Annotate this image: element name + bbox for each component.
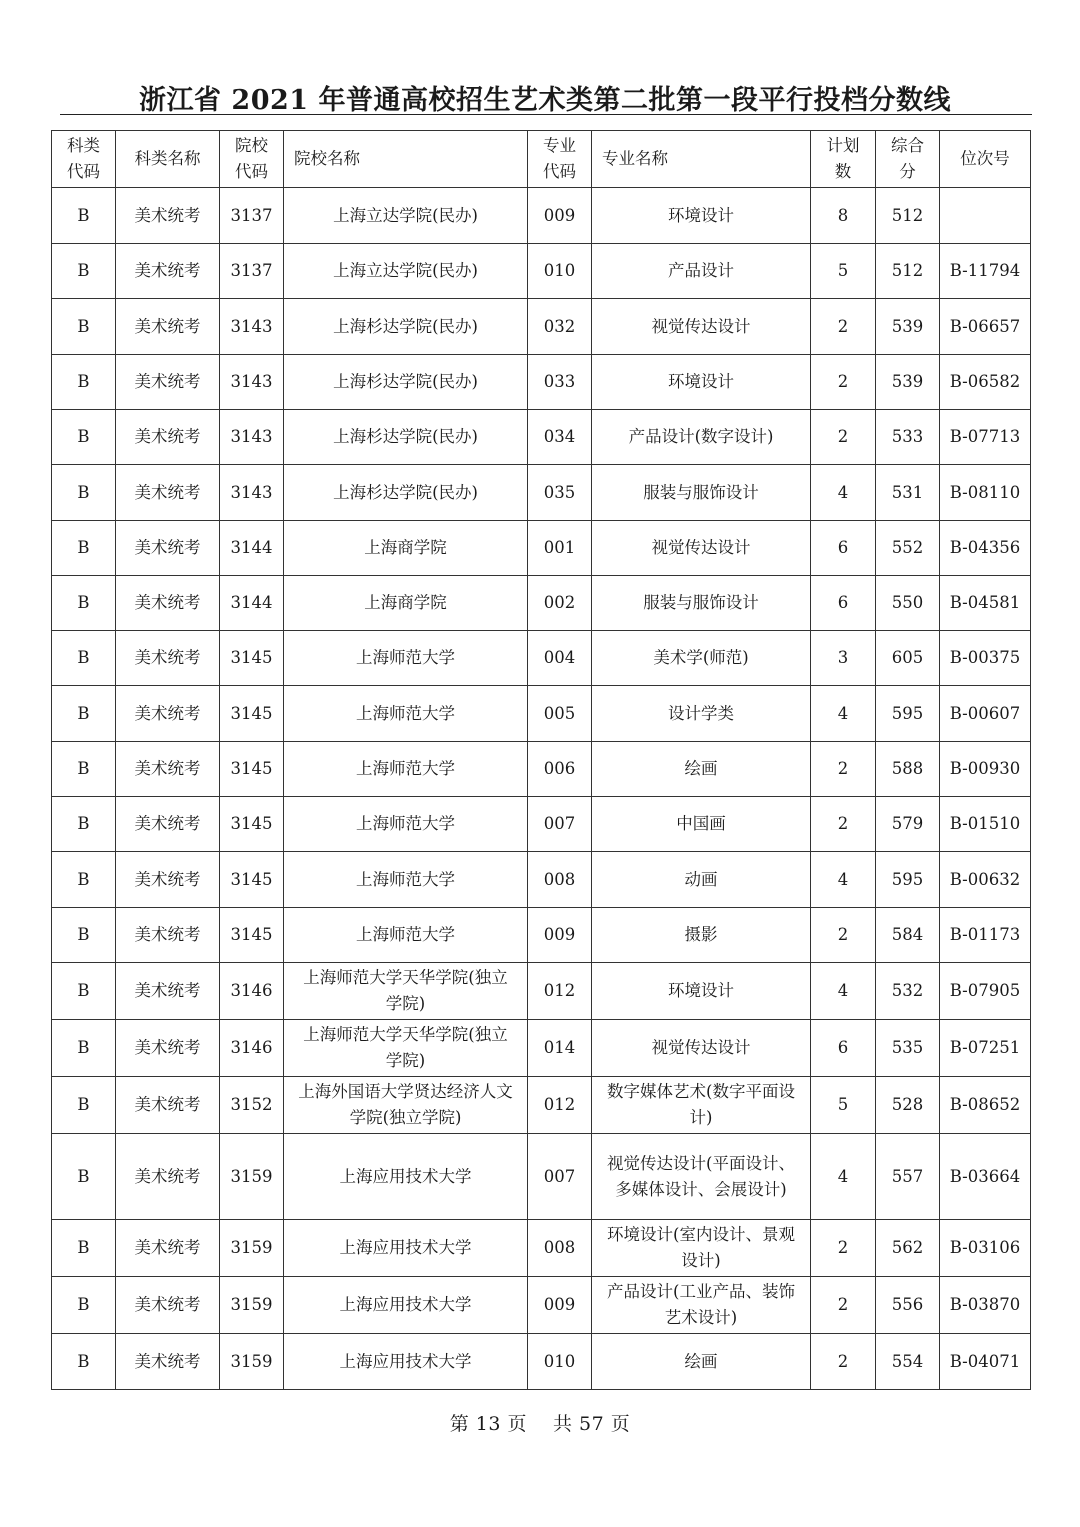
header-line: 代码 bbox=[67, 162, 100, 181]
table-row bbox=[52, 963, 1031, 1020]
cell-composite-score: 556 bbox=[876, 1277, 940, 1334]
cell-school-name: 上海商学院 bbox=[284, 576, 528, 631]
cell-composite-score: 588 bbox=[876, 742, 940, 797]
table-row bbox=[52, 355, 1031, 410]
header-line: 分 bbox=[899, 162, 916, 181]
title-divider bbox=[60, 114, 1032, 115]
cell-major-code: 007 bbox=[528, 1134, 592, 1220]
cell-major-name: 产品设计(工业产品、装饰艺术设计) bbox=[592, 1277, 811, 1334]
cell-rank: B-03664 bbox=[940, 1134, 1031, 1220]
cell-composite-score: 554 bbox=[876, 1334, 940, 1390]
cell-plan-count: 2 bbox=[811, 410, 876, 465]
cell-school-name: 上海师范大学 bbox=[284, 797, 528, 852]
table-row bbox=[52, 576, 1031, 631]
table-row bbox=[52, 1077, 1031, 1134]
table-row bbox=[52, 742, 1031, 797]
cell-rank bbox=[940, 188, 1031, 244]
cell-school-code: 3143 bbox=[220, 465, 284, 521]
cell-rank: B-08652 bbox=[940, 1077, 1031, 1134]
header-line: 科类名称 bbox=[134, 149, 201, 168]
cell-major-name: 美术学(师范) bbox=[592, 631, 811, 686]
cell-school-code: 3144 bbox=[220, 521, 284, 576]
table-row bbox=[52, 852, 1031, 908]
cell-plan-count: 2 bbox=[811, 1334, 876, 1390]
table-row bbox=[52, 188, 1031, 244]
cell-rank: B-07713 bbox=[940, 410, 1031, 465]
cell-major-name: 视觉传达设计 bbox=[592, 521, 811, 576]
cell-major-name: 环境设计 bbox=[592, 963, 811, 1020]
header-line: 计划 bbox=[826, 136, 860, 155]
table-row bbox=[52, 797, 1031, 852]
cell-rank: B-03106 bbox=[940, 1220, 1031, 1277]
cell-school-code: 3137 bbox=[220, 188, 284, 244]
table-row bbox=[52, 244, 1031, 299]
cell-category-code: B bbox=[52, 963, 116, 1020]
cell-rank: B-06657 bbox=[940, 299, 1031, 355]
cell-rank: B-06582 bbox=[940, 355, 1031, 410]
cell-plan-count: 6 bbox=[811, 576, 876, 631]
header-line: 院校 bbox=[235, 136, 268, 155]
cell-school-code: 3145 bbox=[220, 686, 284, 742]
cell-school-code: 3145 bbox=[220, 742, 284, 797]
cell-category-code: B bbox=[52, 465, 116, 521]
cell-school-name: 上海杉达学院(民办) bbox=[284, 299, 528, 355]
cell-composite-score: 605 bbox=[876, 631, 940, 686]
cell-category-code: B bbox=[52, 188, 116, 244]
cell-composite-score: 539 bbox=[876, 355, 940, 410]
cell-major-name: 视觉传达设计(平面设计、多媒体设计、会展设计) bbox=[592, 1134, 811, 1220]
cell-plan-count: 4 bbox=[811, 686, 876, 742]
cell-major-name: 设计学类 bbox=[592, 686, 811, 742]
cell-category-name: 美术统考 bbox=[116, 355, 220, 410]
cell-composite-score: 584 bbox=[876, 908, 940, 963]
header-plan-count bbox=[811, 131, 876, 188]
cell-school-code: 3143 bbox=[220, 299, 284, 355]
header-major-name bbox=[592, 131, 811, 188]
cell-composite-score: 550 bbox=[876, 576, 940, 631]
cell-major-name: 服装与服饰设计 bbox=[592, 576, 811, 631]
cell-rank: B-11794 bbox=[940, 244, 1031, 299]
cell-category-name: 美术统考 bbox=[116, 465, 220, 521]
cell-category-code: B bbox=[52, 1220, 116, 1277]
cell-major-name: 视觉传达设计 bbox=[592, 1020, 811, 1077]
cell-major-name: 环境设计(室内设计、景观设计) bbox=[592, 1220, 811, 1277]
cell-rank: B-04356 bbox=[940, 521, 1031, 576]
cell-category-name: 美术统考 bbox=[116, 1220, 220, 1277]
cell-plan-count: 3 bbox=[811, 631, 876, 686]
cell-composite-score: 557 bbox=[876, 1134, 940, 1220]
table-row bbox=[52, 521, 1031, 576]
cell-rank: B-04581 bbox=[940, 576, 1031, 631]
cell-school-name: 上海师范大学 bbox=[284, 742, 528, 797]
cell-category-code: B bbox=[52, 299, 116, 355]
cell-rank: B-01510 bbox=[940, 797, 1031, 852]
cell-major-name: 服装与服饰设计 bbox=[592, 465, 811, 521]
cell-school-code: 3146 bbox=[220, 1020, 284, 1077]
table-row bbox=[52, 299, 1031, 355]
table-body bbox=[52, 188, 1031, 1390]
table-row bbox=[52, 1277, 1031, 1334]
cell-plan-count: 4 bbox=[811, 852, 876, 908]
cell-major-code: 008 bbox=[528, 852, 592, 908]
total-pages: 共 57 页 bbox=[553, 1413, 631, 1435]
cell-major-code: 009 bbox=[528, 1277, 592, 1334]
cell-school-name: 上海应用技术大学 bbox=[284, 1334, 528, 1390]
table-row bbox=[52, 465, 1031, 521]
cell-category-code: B bbox=[52, 1077, 116, 1134]
cell-composite-score: 579 bbox=[876, 797, 940, 852]
cell-plan-count: 4 bbox=[811, 963, 876, 1020]
cell-category-code: B bbox=[52, 797, 116, 852]
header-school-code bbox=[220, 131, 284, 188]
cell-school-name: 上海师范大学 bbox=[284, 631, 528, 686]
cell-category-code: B bbox=[52, 576, 116, 631]
cell-composite-score: 533 bbox=[876, 410, 940, 465]
cell-plan-count: 2 bbox=[811, 1220, 876, 1277]
cell-major-code: 004 bbox=[528, 631, 592, 686]
cell-rank: B-00607 bbox=[940, 686, 1031, 742]
cell-composite-score: 532 bbox=[876, 963, 940, 1020]
cell-category-code: B bbox=[52, 686, 116, 742]
cell-school-code: 3143 bbox=[220, 355, 284, 410]
cell-category-name: 美术统考 bbox=[116, 1334, 220, 1390]
cell-plan-count: 8 bbox=[811, 188, 876, 244]
cell-school-code: 3145 bbox=[220, 908, 284, 963]
page-number: 第 13 页 bbox=[449, 1413, 527, 1435]
header-line: 代码 bbox=[235, 162, 268, 181]
page-footer bbox=[0, 1409, 1080, 1436]
cell-category-code: B bbox=[52, 1334, 116, 1390]
cell-composite-score: 512 bbox=[876, 244, 940, 299]
cell-category-name: 美术统考 bbox=[116, 576, 220, 631]
cell-category-code: B bbox=[52, 631, 116, 686]
cell-category-name: 美术统考 bbox=[116, 299, 220, 355]
cell-major-name: 绘画 bbox=[592, 742, 811, 797]
cell-major-code: 010 bbox=[528, 1334, 592, 1390]
cell-major-code: 001 bbox=[528, 521, 592, 576]
header-rank bbox=[940, 131, 1031, 188]
cell-school-name: 上海外国语大学贤达经济人文学院(独立学院) bbox=[284, 1077, 528, 1134]
cell-rank: B-07905 bbox=[940, 963, 1031, 1020]
cell-rank: B-01173 bbox=[940, 908, 1031, 963]
cell-school-name: 上海师范大学天华学院(独立学院) bbox=[284, 963, 528, 1020]
header-composite-score bbox=[876, 131, 940, 188]
cell-rank: B-03870 bbox=[940, 1277, 1031, 1334]
cell-school-name: 上海师范大学 bbox=[284, 908, 528, 963]
cell-category-code: B bbox=[52, 1020, 116, 1077]
cell-plan-count: 2 bbox=[811, 908, 876, 963]
header-line: 科类 bbox=[67, 136, 100, 155]
cell-major-code: 012 bbox=[528, 1077, 592, 1134]
cell-category-name: 美术统考 bbox=[116, 797, 220, 852]
cell-rank: B-00632 bbox=[940, 852, 1031, 908]
cell-category-code: B bbox=[52, 355, 116, 410]
cell-category-name: 美术统考 bbox=[116, 908, 220, 963]
cell-major-name: 环境设计 bbox=[592, 188, 811, 244]
header-major-code bbox=[528, 131, 592, 188]
cell-plan-count: 4 bbox=[811, 1134, 876, 1220]
cell-plan-count: 5 bbox=[811, 244, 876, 299]
header-school-name bbox=[284, 131, 528, 188]
header-line: 综合 bbox=[891, 136, 924, 155]
cell-major-name: 中国画 bbox=[592, 797, 811, 852]
cell-major-code: 002 bbox=[528, 576, 592, 631]
cell-major-name: 产品设计 bbox=[592, 244, 811, 299]
table-header-row bbox=[52, 131, 1031, 188]
cell-plan-count: 2 bbox=[811, 797, 876, 852]
cell-major-code: 009 bbox=[528, 188, 592, 244]
cell-school-name: 上海应用技术大学 bbox=[284, 1277, 528, 1334]
cell-school-code: 3144 bbox=[220, 576, 284, 631]
cell-school-code: 3159 bbox=[220, 1334, 284, 1390]
table-row bbox=[52, 686, 1031, 742]
table-row bbox=[52, 1220, 1031, 1277]
header-line: 位次号 bbox=[960, 149, 1010, 168]
cell-plan-count: 6 bbox=[811, 521, 876, 576]
cell-school-code: 3159 bbox=[220, 1220, 284, 1277]
header-category-name bbox=[116, 131, 220, 188]
cell-category-name: 美术统考 bbox=[116, 742, 220, 797]
cell-major-code: 035 bbox=[528, 465, 592, 521]
cell-school-name: 上海立达学院(民办) bbox=[284, 188, 528, 244]
cell-major-code: 032 bbox=[528, 299, 592, 355]
cell-school-code: 3137 bbox=[220, 244, 284, 299]
cell-major-name: 视觉传达设计 bbox=[592, 299, 811, 355]
cell-category-code: B bbox=[52, 410, 116, 465]
cell-school-name: 上海师范大学 bbox=[284, 686, 528, 742]
cell-major-code: 010 bbox=[528, 244, 592, 299]
cell-school-code: 3143 bbox=[220, 410, 284, 465]
cell-composite-score: 595 bbox=[876, 852, 940, 908]
page-title: 浙江省 2021 年普通高校招生艺术类第二批第一段平行投档分数线 bbox=[139, 85, 951, 116]
cell-plan-count: 4 bbox=[811, 465, 876, 521]
cell-rank: B-08110 bbox=[940, 465, 1031, 521]
table-row bbox=[52, 1020, 1031, 1077]
header-line: 专业名称 bbox=[602, 149, 668, 168]
cell-plan-count: 2 bbox=[811, 299, 876, 355]
cell-school-code: 3159 bbox=[220, 1277, 284, 1334]
table-row bbox=[52, 908, 1031, 963]
cell-school-name: 上海师范大学 bbox=[284, 852, 528, 908]
cell-category-name: 美术统考 bbox=[116, 1277, 220, 1334]
cell-major-name: 摄影 bbox=[592, 908, 811, 963]
header-line: 代码 bbox=[543, 162, 576, 181]
cell-plan-count: 6 bbox=[811, 1020, 876, 1077]
cell-category-code: B bbox=[52, 1134, 116, 1220]
cell-category-name: 美术统考 bbox=[116, 852, 220, 908]
cell-school-name: 上海杉达学院(民办) bbox=[284, 410, 528, 465]
cell-major-code: 012 bbox=[528, 963, 592, 1020]
cell-major-code: 007 bbox=[528, 797, 592, 852]
cell-category-code: B bbox=[52, 244, 116, 299]
cell-plan-count: 2 bbox=[811, 355, 876, 410]
cell-composite-score: 535 bbox=[876, 1020, 940, 1077]
cell-rank: B-00930 bbox=[940, 742, 1031, 797]
cell-category-name: 美术统考 bbox=[116, 188, 220, 244]
cell-composite-score: 562 bbox=[876, 1220, 940, 1277]
cell-category-name: 美术统考 bbox=[116, 686, 220, 742]
cell-composite-score: 595 bbox=[876, 686, 940, 742]
cell-category-name: 美术统考 bbox=[116, 963, 220, 1020]
cell-school-name: 上海杉达学院(民办) bbox=[284, 355, 528, 410]
cell-category-name: 美术统考 bbox=[116, 521, 220, 576]
cell-major-name: 产品设计(数字设计) bbox=[592, 410, 811, 465]
cell-major-name: 数字媒体艺术(数字平面设计) bbox=[592, 1077, 811, 1134]
cell-plan-count: 5 bbox=[811, 1077, 876, 1134]
cell-major-name: 环境设计 bbox=[592, 355, 811, 410]
cell-school-code: 3146 bbox=[220, 963, 284, 1020]
cell-school-name: 上海杉达学院(民办) bbox=[284, 465, 528, 521]
cell-major-code: 034 bbox=[528, 410, 592, 465]
cell-major-code: 033 bbox=[528, 355, 592, 410]
cell-category-code: B bbox=[52, 1277, 116, 1334]
cell-category-code: B bbox=[52, 742, 116, 797]
cell-composite-score: 512 bbox=[876, 188, 940, 244]
cell-category-name: 美术统考 bbox=[116, 1077, 220, 1134]
cell-school-code: 3152 bbox=[220, 1077, 284, 1134]
cell-major-code: 006 bbox=[528, 742, 592, 797]
cell-school-code: 3145 bbox=[220, 852, 284, 908]
cell-school-name: 上海应用技术大学 bbox=[284, 1220, 528, 1277]
cell-category-code: B bbox=[52, 852, 116, 908]
cell-plan-count: 2 bbox=[811, 1277, 876, 1334]
score-table bbox=[51, 130, 1031, 1390]
cell-category-name: 美术统考 bbox=[116, 631, 220, 686]
header-line: 院校名称 bbox=[294, 149, 360, 168]
cell-plan-count: 2 bbox=[811, 742, 876, 797]
cell-composite-score: 531 bbox=[876, 465, 940, 521]
table-row bbox=[52, 410, 1031, 465]
cell-category-name: 美术统考 bbox=[116, 1134, 220, 1220]
header-line: 数 bbox=[834, 162, 852, 181]
cell-rank: B-00375 bbox=[940, 631, 1031, 686]
cell-category-name: 美术统考 bbox=[116, 410, 220, 465]
cell-category-code: B bbox=[52, 908, 116, 963]
cell-category-code: B bbox=[52, 521, 116, 576]
cell-major-code: 009 bbox=[528, 908, 592, 963]
cell-school-code: 3145 bbox=[220, 631, 284, 686]
table-row bbox=[52, 631, 1031, 686]
table-row bbox=[52, 1334, 1031, 1390]
cell-school-code: 3159 bbox=[220, 1134, 284, 1220]
cell-school-code: 3145 bbox=[220, 797, 284, 852]
cell-major-code: 014 bbox=[528, 1020, 592, 1077]
cell-school-name: 上海商学院 bbox=[284, 521, 528, 576]
cell-composite-score: 552 bbox=[876, 521, 940, 576]
cell-major-name: 动画 bbox=[592, 852, 811, 908]
cell-composite-score: 528 bbox=[876, 1077, 940, 1134]
cell-major-code: 008 bbox=[528, 1220, 592, 1277]
cell-category-name: 美术统考 bbox=[116, 244, 220, 299]
cell-composite-score: 539 bbox=[876, 299, 940, 355]
cell-category-name: 美术统考 bbox=[116, 1020, 220, 1077]
cell-rank: B-07251 bbox=[940, 1020, 1031, 1077]
cell-school-name: 上海师范大学天华学院(独立学院) bbox=[284, 1020, 528, 1077]
cell-school-name: 上海立达学院(民办) bbox=[284, 244, 528, 299]
cell-rank: B-04071 bbox=[940, 1334, 1031, 1390]
cell-major-name: 绘画 bbox=[592, 1334, 811, 1390]
table-row bbox=[52, 1134, 1031, 1220]
header-line: 专业 bbox=[543, 136, 576, 155]
cell-school-name: 上海应用技术大学 bbox=[284, 1134, 528, 1220]
header-category-code bbox=[52, 131, 116, 188]
cell-major-code: 005 bbox=[528, 686, 592, 742]
